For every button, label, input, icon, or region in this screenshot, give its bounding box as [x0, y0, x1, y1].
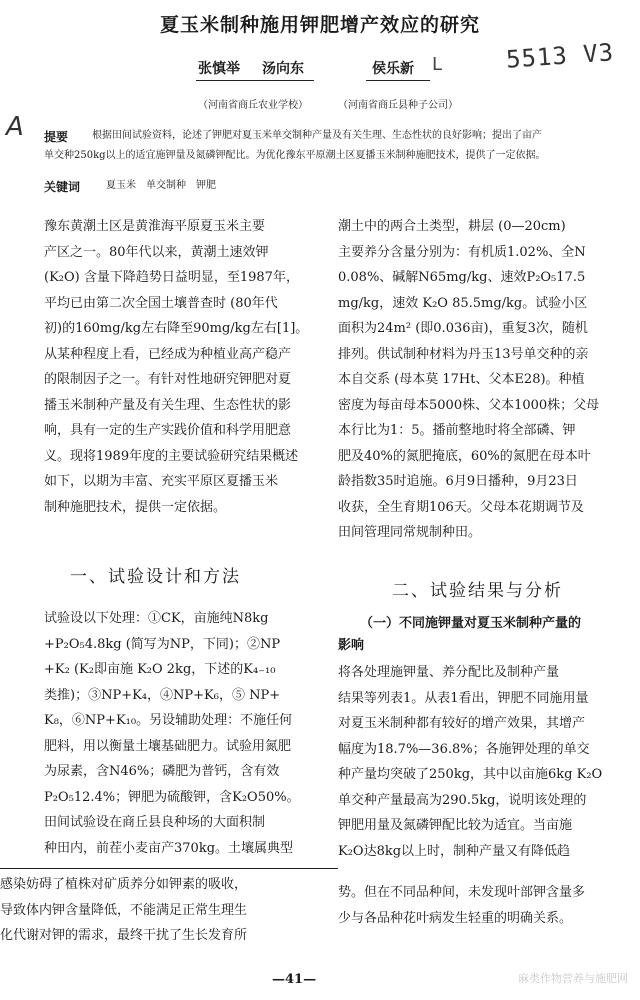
results-line: 对夏玉米制种都有较好的增产效果，其增产 — [338, 716, 586, 731]
results-line: 幅度为18.7%—36.8%；各施钾处理的单交 — [338, 741, 590, 757]
bottom-left-line: 感染妨碍了植株对矿质养分如钾素的吸收， — [0, 877, 248, 892]
intro-line: 义。现将1989年度的主要试验研究结果概述 — [44, 448, 299, 464]
right-column-results — [338, 660, 610, 864]
intro-line: 平均已由第二次全国土壤普查时 (80年代 — [44, 295, 278, 311]
subsection-heading-line-1: （一）不同施钾量对夏玉米制种产量的 — [360, 616, 582, 631]
intro-line: 从某种程度上看，已经成为种植业高产稳产 — [44, 346, 292, 362]
design-line: 类推)；③NP+K₄，④NP+K₆，⑤ NP+ — [44, 687, 281, 703]
design-line: P₂O₅12.4%；钾肥为硫酸钾，含K₂O50%。 — [44, 789, 300, 805]
intro-line: (K₂O) 含量下降趋势日益明显，至1987年， — [44, 270, 299, 285]
methods-line: 田间管理同常规制种田。 — [338, 525, 482, 540]
right-column-methods — [338, 214, 610, 546]
methods-line: 主要养分含量分别为：有机质1.02%、全N — [338, 244, 586, 260]
methods-line: 龄指数35时追施。6月9日播种，9月23日 — [338, 474, 578, 489]
results-line: 种产量均突破了250kg，其中以亩施6kg K₂O — [338, 767, 603, 782]
intro-line: 产区之一。80年代以来，黄潮土速效钾 — [44, 244, 269, 260]
intro-line: 的限制因子之一。有针对性地研究钾肥对夏 — [44, 372, 292, 387]
intro-line: 制种施肥技术，提供一定依据。 — [44, 499, 227, 515]
methods-line: mg/kg，速效 K₂O 85.5mg/kg。试验小区 — [338, 295, 588, 311]
left-column-design — [44, 606, 312, 861]
handwritten-note: 5513 V3 — [505, 38, 616, 74]
design-line: 试验设以下处理：①CK，亩施纯N8kg — [44, 611, 269, 626]
section-2-heading: 二、试验结果与分析 — [392, 581, 563, 601]
abstract-line-2: 单交种250kg以上的适宜施钾量及氮磷钾配比。为优化豫东平原潮土区夏播玉米制种施肥技术，提供了一定依据。 — [44, 150, 546, 161]
handwritten-check-mark: ᒪ — [432, 54, 443, 75]
margin-mark: A — [6, 112, 24, 142]
methods-line: 0.08%、碱解N65mg/kg、速效P₂O₅17.5 — [338, 270, 586, 285]
methods-line: 本行比为1：5。播前整地时将全部磷、钾 — [338, 423, 576, 438]
page-number: —41— — [272, 972, 317, 987]
methods-line: 密度为每亩母本5000株、父本1000株；父母 — [338, 397, 600, 413]
affiliation-right: （河南省商丘县种子公司） — [338, 100, 458, 111]
section-1-heading: 一、试验设计和方法 — [70, 567, 241, 587]
intro-line: 响，具有一定的生产实践价值和科学用肥意 — [44, 423, 292, 438]
keywords-list: 夏玉米 单交制种 钾肥 — [106, 180, 216, 191]
bottom-left-line: 化代谢对钾的需求，最终干扰了生长发育所 — [0, 928, 248, 943]
results-line: 钾肥用量及氮磷钾配比较为适宜。当亩施 — [338, 818, 573, 833]
author-underline-left — [196, 80, 314, 81]
intro-line: 豫东黄潮土区是黄淮海平原夏玉米主要 — [44, 219, 266, 234]
results-line: 将各处理施钾量、养分配比及制种产量 — [338, 665, 560, 680]
fragment-divider — [0, 868, 338, 869]
intro-line: 播玉米制种产量及有关生理、生态性状的影 — [44, 397, 292, 413]
author-name-2: 汤向东 — [262, 61, 304, 77]
results-line: 单交种产量最高为290.5kg，说明该处理的 — [338, 792, 587, 808]
keywords-label: 关键词 — [44, 180, 81, 194]
methods-line: 肥及40%的氮肥掩底，60%的氮肥在母本叶 — [338, 448, 591, 464]
bottom-left-line: 导致体内钾含量降低，不能满足正常生理生 — [0, 902, 248, 918]
design-line: +P₂O₅4.8kg (简写为NP，下同)；②NP — [44, 636, 281, 652]
author-underline-right — [366, 80, 430, 81]
intro-line: 初)的160mg/kg左右降至90mg/kg左右[1]。 — [44, 321, 309, 336]
field-line: 种田内，前茬小麦亩产370kg。土壤属典型 — [44, 840, 294, 856]
methods-line: 面积为24m² (即0.036亩)，重复3次，随机 — [338, 321, 588, 336]
methods-line: 本自交系 (母本莫 17Ht、父本E28)。种植 — [338, 372, 585, 387]
left-column-intro — [44, 214, 312, 520]
right-bottom-fragment — [338, 880, 610, 931]
methods-line: 潮土中的两合土类型，耕层 (0—20cm) — [338, 219, 566, 234]
subsection-heading-line-2: 影响 — [338, 638, 365, 653]
abstract-line-1: 根据田间试验资料，论述了钾肥对夏玉米单交制种产量及有关生理、生态性状的良好影响；提出了亩产 — [92, 130, 542, 141]
affiliation-left: （河南省商丘农业学校） — [198, 100, 308, 111]
bottom-right-line: 势。但在不同品种间，未发现叶部钾含量多 — [338, 885, 586, 900]
design-line: 肥料，用以衡量土壤基础肥力。试验用氮肥 — [44, 738, 292, 754]
results-line: K₂O达8kg以上时，制种产量又有降低趋 — [338, 843, 571, 859]
bottom-right-line: 少与各品种花叶病发生轻重的明确关系。 — [338, 910, 573, 926]
methods-line: 收获，全生育期106天。父母本花期调节及 — [338, 499, 584, 515]
design-line: 为尿素，含N46%；磷肥为普钙，含有效 — [44, 764, 280, 779]
left-bottom-fragment — [0, 872, 310, 949]
abstract-label: 提要 — [44, 130, 69, 144]
author-name-1: 张慎举 — [198, 61, 240, 77]
site-watermark: 麻类作物营养与施肥网 — [518, 972, 628, 985]
design-line: +K₂ (K₂即亩施 K₂O 2kg，下述的K₄₋₁₀ — [44, 662, 276, 677]
methods-line: 排列。供试制种材料为丹玉13号单交种的亲 — [338, 346, 589, 362]
results-line: 结果等列表1。从表1看出，钾肥不同施用量 — [338, 690, 589, 706]
design-line: K₈，⑥NP+K₁₀。另设辅助处理：不施任何 — [44, 713, 293, 728]
field-line: 田间试验设在商丘县良种场的大面积制 — [44, 815, 266, 830]
intro-line: 如下，以期为丰富、充实平原区夏播玉米 — [44, 474, 279, 489]
paper-title: 夏玉米制种施用钾肥增产效应的研究 — [159, 14, 480, 36]
author-name-3: 侯乐新 — [372, 61, 414, 77]
